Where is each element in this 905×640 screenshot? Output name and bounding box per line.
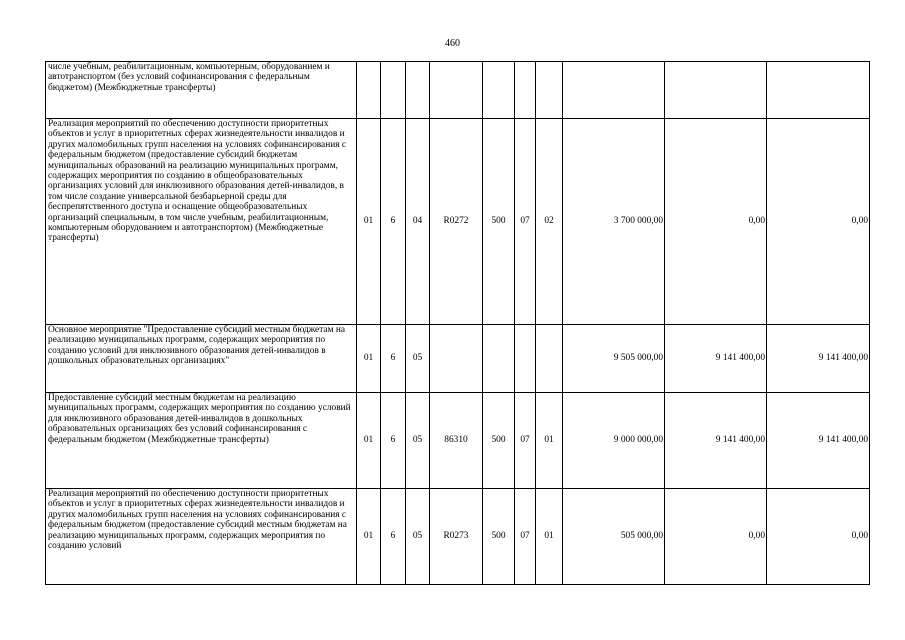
table-row [46,325,870,393]
amount-year-2: 9 141 400,00 [665,393,767,489]
section-code: 07 [515,119,536,325]
target-code: 86310 [430,393,483,489]
budget-table [45,61,870,585]
activity-code: 05 [406,325,430,393]
amount-year-3: 0,00 [767,489,870,585]
amount-year-1: 505 000,00 [563,489,665,585]
amount-year-3: 0,00 [767,119,870,325]
amount-year-2: 9 141 400,00 [665,325,767,393]
subprogram-code: 6 [381,119,406,325]
expense-type-code: 500 [483,489,515,585]
row-description: Реализация мероприятий по обеспечению доступности приоритетных объектов и услуг в приоритетных сферах жизнедеятельности инвалидов и других маломобильных групп населения на условиях софинансирования с федеральным бюджетом (предоставление субсидий местным бюджетам на реализацию муниципальных программ, содержащих мероприятия по созданию условий [46,489,357,585]
target-code [430,325,483,393]
subprogram-code: 6 [381,325,406,393]
page-number: 460 [445,38,460,49]
program-code [357,62,381,119]
subprogram-code [381,62,406,119]
row-description: Реализация мероприятий по обеспечению доступности приоритетных объектов и услуг в приоритетных сферах жизнедеятельности инвалидов и других маломобильных групп населения на условиях софинансирования с федеральным бюджетом (предоставление субсидий бюджетам муниципальных образований на реализацию муниципальных программ, содержащих мероприятия по созданию в общеобразовательных организациях условий для инклюзивного образования детей-инвалидов, в том числе создание универсальной безбарьерной среды для беспрепятственного доступа и оснащение общеобразовательных организаций специальным, в том числе учебным, реабилитационным, компьютерным оборудованием и автотранспортом) (Межбюджетные трансферты) [46,119,357,325]
subsection-code [536,325,563,393]
amount-year-1: 9 000 000,00 [563,393,665,489]
table-row [46,393,870,489]
program-code: 01 [357,325,381,393]
program-code: 01 [357,393,381,489]
row-description: числе учебным, реабилитационным, компьютерным, оборудованием и автотранспортом (без условий софинансирования с федеральным бюджетом) (Межбюджетные трансферты) [46,62,357,119]
table-row [46,62,870,119]
subsection-code: 01 [536,393,563,489]
subsection-code: 02 [536,119,563,325]
amount-year-1: 3 700 000,00 [563,119,665,325]
section-code [515,62,536,119]
expense-type-code [483,62,515,119]
activity-code: 04 [406,119,430,325]
program-code: 01 [357,119,381,325]
program-code: 01 [357,489,381,585]
expense-type-code [483,325,515,393]
amount-year-2: 0,00 [665,489,767,585]
table-row [46,489,870,585]
amount-year-3: 9 141 400,00 [767,325,870,393]
row-description: Предоставление субсидий местным бюджетам на реализацию муниципальных программ, содержащих мероприятия по созданию условий для инклюзивного образования детей-инвалидов в дошкольных образовательных организациях без условий софинансирования с федеральным бюджетом (Межбюджетные трансферты) [46,393,357,489]
subsection-code: 01 [536,489,563,585]
amount-year-3: 9 141 400,00 [767,393,870,489]
amount-year-1: 9 505 000,00 [563,325,665,393]
amount-year-2: 0,00 [665,119,767,325]
subprogram-code: 6 [381,489,406,585]
section-code [515,325,536,393]
target-code: R0273 [430,489,483,585]
amount-year-2 [665,62,767,119]
section-code: 07 [515,393,536,489]
amount-year-3 [767,62,870,119]
subprogram-code: 6 [381,393,406,489]
amount-year-1 [563,62,665,119]
row-description: Основное мероприятие "Предоставление субсидий местным бюджетам на реализацию муниципальных программ, содержащих мероприятия по созданию условий для инклюзивного образования детей-инвалидов в дошкольных образовательных организациях" [46,325,357,393]
section-code: 07 [515,489,536,585]
activity-code [406,62,430,119]
expense-type-code: 500 [483,393,515,489]
activity-code: 05 [406,393,430,489]
target-code [430,62,483,119]
target-code: R0272 [430,119,483,325]
table-row [46,119,870,325]
activity-code: 05 [406,489,430,585]
subsection-code [536,62,563,119]
expense-type-code: 500 [483,119,515,325]
